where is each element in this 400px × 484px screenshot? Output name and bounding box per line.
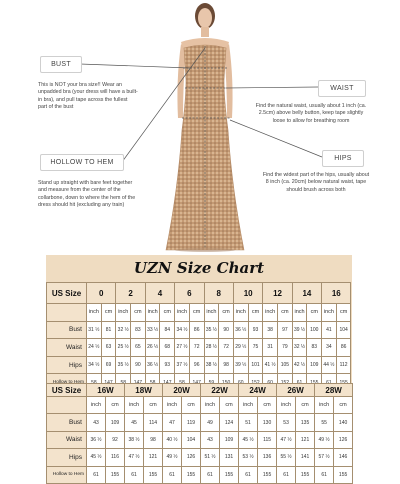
unit-inch: inch [292, 304, 307, 322]
size-column-header: 20W [163, 384, 201, 397]
measurement-cell: 104 [182, 431, 201, 448]
measurement-cell: 109 [106, 414, 125, 431]
size-column-header: 16 [322, 283, 351, 304]
size-column-header: 28W [315, 384, 353, 397]
measurement-cell: 90 [131, 356, 146, 374]
measurement-cell: 68 [160, 339, 175, 357]
table-row [47, 414, 353, 431]
size-column-header: 12 [263, 283, 292, 304]
measurement-cell: 72 [219, 339, 234, 357]
measurement-cell: 126 [182, 449, 201, 466]
measurement-cell: 47 ½ [125, 449, 144, 466]
size-column-header: 24W [239, 384, 277, 397]
unit-inch: inch [116, 304, 131, 322]
measurement-cell: 53 [277, 414, 296, 431]
measurement-cell: 112 [336, 356, 351, 374]
measurement-cell: 37 ½ [175, 356, 190, 374]
measurement-cell: 155 [106, 466, 125, 483]
unit-row [47, 397, 353, 414]
measurement-cell: 40 ½ [163, 431, 182, 448]
measurement-cell: 31 ½ [87, 321, 102, 339]
unit-cm: cm [258, 397, 277, 414]
unit-row-spacer [47, 304, 87, 322]
measurement-cell: 121 [144, 449, 163, 466]
size-table-plus [46, 383, 353, 484]
hips-instructions: Find the widest part of the hips, usually about 8 inch (ca. 20cm) below natural waist, tape should brush across both [262, 172, 370, 193]
measurement-cell: 61 [125, 466, 144, 483]
measurement-cell: 61 [201, 466, 220, 483]
measurement-cell: 49 [201, 414, 220, 431]
unit-cm: cm [160, 304, 175, 322]
measurement-cell: 34 [322, 339, 337, 357]
measurement-cell: 104 [336, 321, 351, 339]
measurement-cell: 61 [277, 466, 296, 483]
measurement-cell: 98 [144, 431, 163, 448]
measurement-cell: 61 [315, 466, 334, 483]
measurement-cell: 121 [296, 431, 315, 448]
measurement-cell: 131 [220, 449, 239, 466]
measurement-cell: 43 [87, 414, 106, 431]
size-column-header: 4 [145, 283, 174, 304]
unit-cm: cm [131, 304, 146, 322]
measurement-cell: 45 ½ [239, 431, 258, 448]
unit-inch: inch [201, 397, 220, 414]
unit-cm: cm [307, 304, 322, 322]
measurement-cell: 51 ½ [201, 449, 220, 466]
measurement-cell: 109 [307, 356, 322, 374]
unit-cm: cm [220, 397, 239, 414]
unit-row [47, 304, 351, 322]
unit-inch: inch [163, 397, 182, 414]
measurement-cell: 101 [248, 356, 263, 374]
measurement-cell: 90 [219, 321, 234, 339]
measurement-cell: 43 [201, 431, 220, 448]
unit-inch: inch [239, 397, 258, 414]
measurement-cell: 55 ½ [277, 449, 296, 466]
table-row [47, 449, 353, 466]
measurement-cell: 75 [248, 339, 263, 357]
hollow-to-hem-instructions: Stand up straight with bare feet together and measure from the center of the collarbone, down to where the hem of the dress should hit (excluding any train) [38, 180, 136, 209]
measurement-cell: 155 [144, 466, 163, 483]
measurement-cell: 39 ½ [292, 321, 307, 339]
hollow-to-hem-label: HOLLOW TO HEM [40, 154, 124, 171]
measurement-cell: 65 [131, 339, 146, 357]
size-column-header: 8 [204, 283, 233, 304]
measurement-cell: 31 [263, 339, 278, 357]
measurement-cell: 41 [322, 321, 337, 339]
unit-cm: cm [336, 304, 351, 322]
unit-inch: inch [204, 304, 219, 322]
bust-instructions: This is NOT your bra size!! Wear an unpadded bra (your dress will have a built-in bra), and pull tape across the fullest part of the bust [38, 82, 138, 111]
unit-inch: inch [277, 397, 296, 414]
measurement-cell: 36 ½ [233, 321, 248, 339]
measurement-cell: 155 [182, 466, 201, 483]
measurement-cell: 25 ½ [116, 339, 131, 357]
size-column-header: 2 [116, 283, 145, 304]
measurement-cell: 115 [258, 431, 277, 448]
unit-cm: cm [334, 397, 353, 414]
measurement-cell: 61 [87, 466, 106, 483]
measurement-cell: 32 ½ [292, 339, 307, 357]
measurement-cell: 116 [106, 449, 125, 466]
measurement-cell: 155 [296, 466, 315, 483]
measurement-cell: 44 ½ [322, 356, 337, 374]
row-label: Bust [47, 321, 87, 339]
row-label: Bust [47, 414, 87, 431]
table-row [47, 339, 351, 357]
measurement-cell: 92 [106, 431, 125, 448]
measurement-cell: 47 [163, 414, 182, 431]
unit-cm: cm [189, 304, 204, 322]
measurement-cell: 47 ½ [277, 431, 296, 448]
size-header-row [47, 283, 351, 304]
measurement-cell: 98 [219, 356, 234, 374]
unit-cm: cm [106, 397, 125, 414]
measurement-cell: 51 [239, 414, 258, 431]
size-column-header: 0 [87, 283, 116, 304]
measurement-cell: 29 ½ [233, 339, 248, 357]
measurement-cell: 69 [101, 356, 116, 374]
unit-cm: cm [101, 304, 116, 322]
measurement-cell: 119 [182, 414, 201, 431]
measurement-cell: 24 ½ [87, 339, 102, 357]
measurement-cell: 155 [220, 466, 239, 483]
unit-cm: cm [182, 397, 201, 414]
measurement-cell: 114 [144, 414, 163, 431]
measurement-cell: 34 ½ [87, 356, 102, 374]
measurement-cell: 84 [160, 321, 175, 339]
measurement-cell: 135 [296, 414, 315, 431]
measurement-cell: 93 [160, 356, 175, 374]
measurement-cell: 42 ½ [292, 356, 307, 374]
measurement-cell: 86 [189, 321, 204, 339]
chart-title: UZN Size Chart [46, 255, 352, 282]
unit-inch: inch [145, 304, 160, 322]
size-column-header: 26W [277, 384, 315, 397]
waist-label: WAIST [318, 80, 366, 97]
measurement-cell: 140 [334, 414, 353, 431]
measurement-cell: 83 [131, 321, 146, 339]
unit-inch: inch [315, 397, 334, 414]
measurement-cell: 49 ½ [315, 431, 334, 448]
unit-inch: inch [125, 397, 144, 414]
measurement-cell: 39 ½ [233, 356, 248, 374]
size-chart [46, 255, 352, 477]
size-column-header: 6 [175, 283, 204, 304]
measurement-cell: 36 ½ [145, 356, 160, 374]
measurement-cell: 96 [189, 356, 204, 374]
measurement-cell: 146 [334, 449, 353, 466]
measurement-cell: 45 [125, 414, 144, 431]
measurement-cell: 93 [248, 321, 263, 339]
measurement-cell: 38 [263, 321, 278, 339]
measurement-cell: 53 ½ [239, 449, 258, 466]
measurement-cell: 141 [296, 449, 315, 466]
unit-inch: inch [233, 304, 248, 322]
unit-inch: inch [322, 304, 337, 322]
size-column-header: 16W [87, 384, 125, 397]
size-column-header: 14 [292, 283, 321, 304]
measurement-cell: 61 [239, 466, 258, 483]
unit-inch: inch [175, 304, 190, 322]
size-header-label: US Size [47, 384, 87, 397]
measurement-cell: 83 [307, 339, 322, 357]
unit-row-spacer [47, 397, 87, 414]
size-column-header: 10 [233, 283, 262, 304]
unit-cm: cm [219, 304, 234, 322]
unit-cm: cm [296, 397, 315, 414]
unit-inch: inch [263, 304, 278, 322]
measurement-cell: 105 [278, 356, 293, 374]
measurement-cell: 124 [220, 414, 239, 431]
measurement-cell: 38 ½ [204, 356, 219, 374]
unit-cm: cm [248, 304, 263, 322]
hips-label: HIPS [322, 150, 364, 167]
measurement-cell: 45 ½ [87, 449, 106, 466]
measurement-cell: 72 [189, 339, 204, 357]
measurement-cell: 36 ½ [87, 431, 106, 448]
row-label: Hollow to Hem [47, 466, 87, 483]
row-label: Hips [47, 449, 87, 466]
measurement-cell: 41 ½ [263, 356, 278, 374]
measurement-cell: 49 ½ [163, 449, 182, 466]
measurement-cell: 97 [278, 321, 293, 339]
measurement-cell: 100 [307, 321, 322, 339]
measurement-cell: 130 [258, 414, 277, 431]
measurement-cell: 61 [163, 466, 182, 483]
measurement-cell: 63 [101, 339, 116, 357]
measurement-cell: 155 [334, 466, 353, 483]
measurement-cell: 86 [336, 339, 351, 357]
measurement-cell: 55 [315, 414, 334, 431]
measurement-cell: 32 ½ [116, 321, 131, 339]
size-column-header: 18W [125, 384, 163, 397]
measurement-cell: 57 ½ [315, 449, 334, 466]
measurement-cell: 27 ½ [175, 339, 190, 357]
table-row [47, 321, 351, 339]
measurement-cell: 81 [101, 321, 116, 339]
measurement-cell: 126 [334, 431, 353, 448]
measurement-cell: 155 [258, 466, 277, 483]
measurement-cell: 38 ½ [125, 431, 144, 448]
size-header-label: US Size [47, 283, 87, 304]
measurement-cell: 26 ½ [145, 339, 160, 357]
measurement-cell: 35 ½ [204, 321, 219, 339]
measurement-cell: 79 [278, 339, 293, 357]
unit-cm: cm [278, 304, 293, 322]
table-row [47, 356, 351, 374]
waist-instructions: Find the natural waist, usually about 1 inch (ca. 2.5cm) above belly button, keep tape slightly loose to allow for breathing room [255, 103, 367, 124]
bust-label: BUST [40, 56, 82, 73]
measurement-cell: 34 ½ [175, 321, 190, 339]
row-label: Waist [47, 339, 87, 357]
size-header-row [47, 384, 353, 397]
unit-cm: cm [144, 397, 163, 414]
row-label: Hips [47, 356, 87, 374]
unit-inch: inch [87, 304, 102, 322]
measurement-cell: 136 [258, 449, 277, 466]
measurement-cell: 33 ½ [145, 321, 160, 339]
row-label: Waist [47, 431, 87, 448]
size-column-header: 22W [201, 384, 239, 397]
measurement-cell: 28 ½ [204, 339, 219, 357]
size-table-standard [46, 282, 351, 392]
table-row [47, 431, 353, 448]
unit-inch: inch [87, 397, 106, 414]
measurement-cell: 35 ½ [116, 356, 131, 374]
measurement-cell: 109 [220, 431, 239, 448]
model-head [195, 3, 215, 37]
table-row [47, 466, 353, 483]
